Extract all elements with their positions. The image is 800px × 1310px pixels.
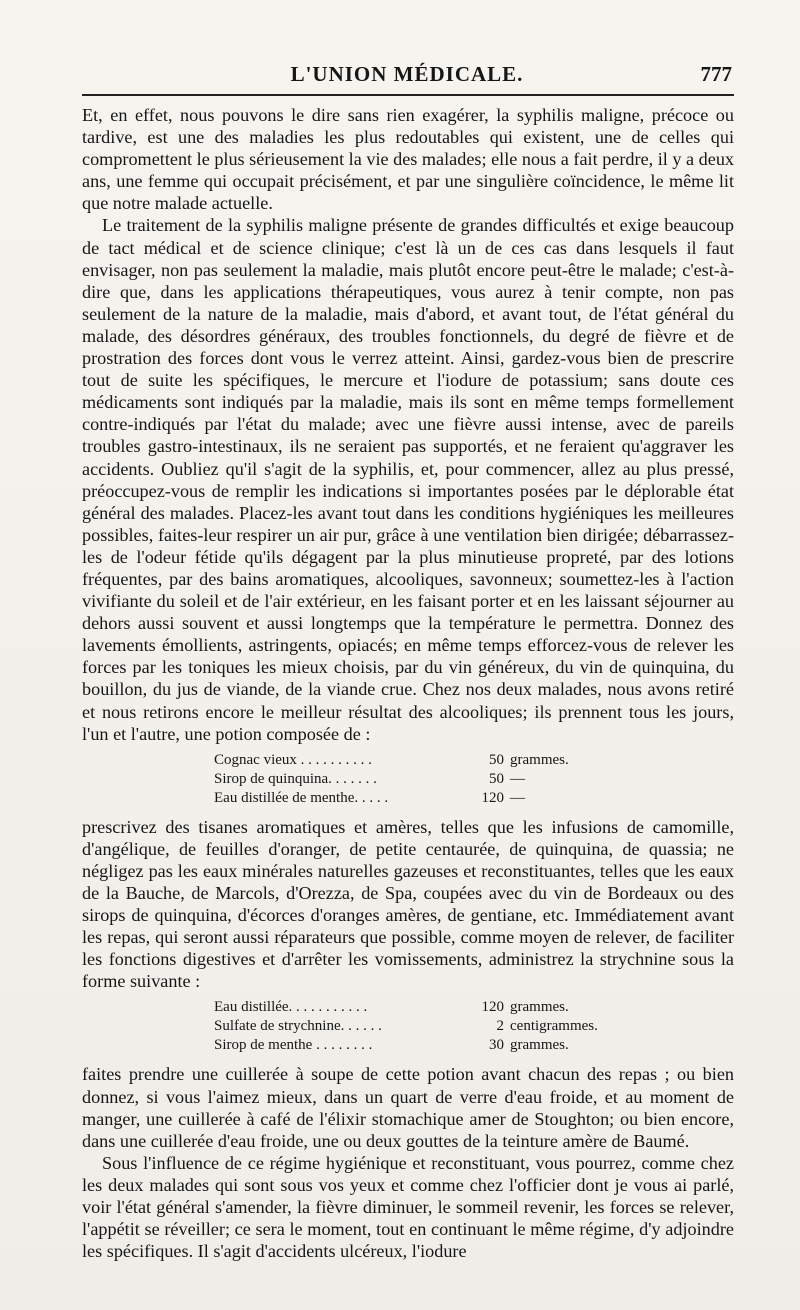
ingredient-name: Sulfate de strychnine. . . . . . (214, 1018, 382, 1035)
ingredient-name: Sirop de menthe . . . . . . . . (214, 1037, 373, 1054)
ingredient-unit: centigrammes. (510, 1018, 598, 1035)
ingredient-unit: grammes. (510, 1037, 569, 1054)
ingredient-unit: grammes. (510, 751, 569, 768)
prescription-potion (214, 751, 734, 808)
ingredient-name: Sirop de quinquina. . . . . . . (214, 770, 377, 787)
ingredient-quantity: 120 (481, 789, 504, 806)
ingredient-name: Eau distillée de menthe. . . . . (214, 789, 389, 806)
prescription-line (214, 751, 734, 770)
paragraph: Le traitement de la syphilis maligne présente de grandes difficultés et exige beaucoup de tact médical et de science clinique; c'est là un de ces cas dans lesquels il faut envisager, non pas seulement la maladie, mais plutôt encore peut-être le malade; c'est-à-dire que, dans les applications thérapeutiques, vous aurez à tenir compte, non pas seulement de la nature de la maladie, mais d'abord, et avant tout, de l'état général du malade, des désordres généraux, des troubles fonctionnels, du degré de fièvre et de prostration des forces dont vous le verrez atteint. Ainsi, gardez-vous bien de prescrire tout de suite les spécifiques, le mercure et l'iodure de potassium; sans doute ces médicaments sont indiqués par la maladie, mais ils sont en même temps formellement contre-indiqués par l'état du malade; avec une fièvre aussi intense, avec de pareils troubles gastro-intestinaux, ils ne seraient pas supportés, et ne feraient qu'aggraver les accidents. Oubliez qu'il s'agit de la syphilis, et, pour commencer, allez au plus pressé, préoccupez-vous de remplir les indications si importantes posées par le déplorable état général des malades. Placez-les avant tout dans les conditions hygiéniques les meilleures possibles, faites-leur respirer un air pur, grâce à une ventilation bien dirigée; débarrassez-les de l'odeur fétide qu'ils dégagent par la plus minutieuse propreté, par des lotions fréquentes, par des bains aromatiques, alcooliques, savonneux; soumettez-les à l'action vivifiante du soleil et de l'air extérieur, en les faisant porter et en les laissant séjourner au dehors aussi souvent et aussi longtemps que la température le permettra. Donnez des lavements émollients, astringents, opiacés; en même temps efforcez-vous de relever les forces par les toniques les mieux choisis, par du vin généreux, du vin de quinquina, du bouillon, du jus de viande, de la viande crue. Chez nos deux malades, nous avons retiré et nous retirons encore le meilleur résultat des alcooliques; ils prennent tous les jours, l'un et l'autre, une potion composée de : (82, 215, 734, 744)
ingredient-quantity: 120 (481, 999, 504, 1016)
ingredient-unit: grammes. (510, 999, 569, 1016)
prescription-line (214, 789, 734, 808)
running-title: L'UNION MÉDICALE. (290, 62, 524, 86)
prescription-line (214, 1036, 734, 1055)
ingredient-unit: — (510, 770, 525, 787)
ingredient-quantity: 50 (489, 770, 504, 787)
prescription-line (214, 1017, 734, 1036)
ingredient-name: Cognac vieux . . . . . . . . . . (214, 751, 372, 768)
prescription-line (214, 770, 734, 789)
paragraph: Et, en effet, nous pouvons le dire sans rien exagérer, la syphilis maligne, précoce ou tardive, est une des maladies les plus redoutables qui existent, une de celles qui compromettent le plus sérieusement la vie des malades; elle nous a fait perdre, il y a deux ans, une femme qui occupait précisément, et par une singulière coïncidence, le même lit que notre malade actuelle. (82, 105, 735, 214)
ingredient-quantity: 30 (489, 1037, 504, 1054)
paragraph: Sous l'influence de ce régime hygiénique et reconstituant, vous pourrez, comme chez les deux malades qui sont sous vos yeux et comme chez l'officier dont je vous ai parlé, voir l'état général s'amender, la fièvre diminuer, le sommeil revenir, les forces se relever, l'appétit se réveiller; ce sera le moment, tout en continuant le même régime, d'y adjoindre les spécifiques. Il s'agit d'accidents ulcéreux, l'iodure (82, 1152, 734, 1262)
prescription-line (214, 998, 734, 1017)
page-number: 777 (700, 62, 732, 86)
paragraph: faites prendre une cuillerée à soupe de cette potion avant chacun des repas ; ou bien donnez, si vous l'aimez mieux, dans un quart de verre d'eau froide, et au moment de manger, une cuillerée à café de l'élixir stomachique amer de Stoughton; ou bien encore, dans une cuillerée d'eau froide, une ou deux gouttes de la teinture amère de Baumé. (82, 1064, 734, 1151)
ingredient-unit: — (510, 789, 525, 806)
header-rule (82, 94, 734, 96)
prescription-strychnine (214, 998, 734, 1055)
running-header (82, 62, 732, 92)
paragraph: prescrivez des tisanes aromatiques et amères, telles que les infusions de camomille, d'angélique, de feuilles d'oranger, de petite centaurée, de quinquina, de quassia; ne négligez pas les eaux minérales naturelles gazeuses et reconstituantes, telles que les eaux de la Bauche, de Marcols, d'Orezza, de Spa, coupées avec du vin de Bordeaux ou des sirops de quinquina, d'écorces d'oranges amères, de gentiane, etc. Immédiatement avant les repas, qui seront aussi réparateurs que possible, comme moyen de relever, de faciliter les fonctions digestives et d'arrêter les vomissements, administrez la strychnine sous la forme suivante : (82, 816, 734, 992)
body-text (82, 104, 734, 1262)
ingredient-quantity: 2 (496, 1018, 504, 1035)
ingredient-quantity: 50 (489, 751, 504, 768)
ingredient-name: Eau distillée. . . . . . . . . . . (214, 999, 368, 1016)
